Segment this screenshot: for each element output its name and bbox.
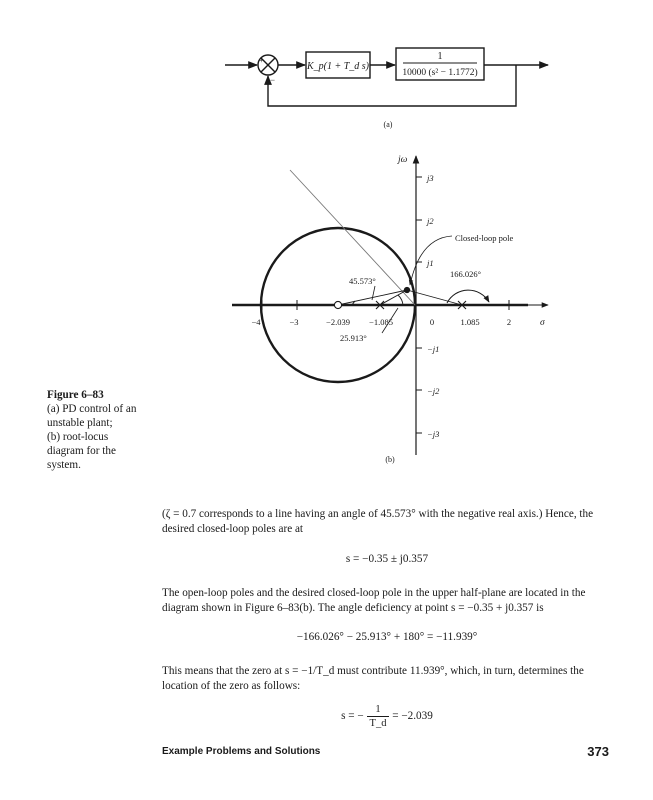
imag-tick-neg-j2: −j2 [427,386,440,396]
eq3-numerator: 1 [367,703,390,717]
equation-angle-deficiency: −166.026° − 25.913° + 180° = −11.939° [296,631,478,643]
imag-tick-j3: j3 [427,173,434,183]
open-loop-zero [334,301,341,308]
real-axis-label: σ [540,318,545,328]
imag-tick-neg-j3: −j3 [427,429,440,439]
angle-arc-pole [447,290,489,303]
angle-arc-zeta [398,295,403,305]
caption-line: (b) root-locus [47,431,109,443]
real-tick-minus-4: −4 [251,317,261,327]
eq3-denominator: T_d [369,718,387,729]
real-tick-minus-3: −3 [289,317,299,327]
diagram-label-a: (a) [383,120,393,129]
real-tick-minus-1-085: −1.085 [369,317,393,327]
equation-zero-location [162,703,612,730]
angle-label-zeta: 45.573° [349,276,376,286]
zeta-label-leader [372,286,375,300]
root-locus-labels [251,155,545,464]
angle-label-pole: 166.026° [450,269,482,279]
real-tick-2: 2 [506,317,512,327]
caption-line: system. [47,459,81,471]
caption-line: (a) PD control of an [47,403,137,415]
body-paragraph-3: This means that the zero at s = −1/T_d must contribute 11.939°, which, in turn, determines the location of the zero as follows: [162,665,584,692]
body-paragraph-2: The open-loop poles and the desired closed-loop pole in the upper half-plane are located in the diagram shown in Figure 6–83(b). The angle deficiency at point s = −0.35 + j0.357 is [162,587,586,614]
root-locus-axes [232,156,548,455]
plant-denominator: 10000 (s² − 1.1772) [402,68,478,78]
caption-line: unstable plant; [47,417,113,429]
imag-tick-j2: j2 [427,216,434,226]
angle-label-zero: 25.913° [340,333,367,343]
imag-tick-j1: j1 [427,258,434,268]
closed-loop-pole [404,287,409,292]
diagram-label-b: (b) [385,455,395,464]
plant-numerator: 1 [437,51,443,62]
figure-number: Figure 6–83 [47,389,104,401]
real-tick-0: 0 [429,317,435,327]
imag-axis-label: jω [398,155,408,165]
page-number: 373 [587,744,609,759]
controller-label: K_p(1 + T_d s) [306,61,370,72]
equation-closed-loop-poles: s = −0.35 ± j0.357 [345,553,429,565]
eq3-fraction [367,703,390,730]
caption-line: diagram for the [47,445,116,457]
real-tick-1-085: 1.085 [460,317,480,327]
real-tick-minus-2-039: −2.039 [326,317,350,327]
body-paragraph-1: (ζ = 0.7 corresponds to a line having an angle of 45.573° with the negative real axis.) Hence, the desired closed-loop poles are at [162,508,594,535]
footer-section-title: Example Problems and Solutions [162,746,321,757]
sum-minus-sign: − [270,75,276,85]
imag-tick-neg-j1: −j1 [427,344,440,354]
figure-caption [47,388,157,472]
sum-plus-sign: + [259,56,264,65]
eq3-lhs: s = − [341,710,364,723]
closed-loop-pole-label: Closed-loop pole [455,233,514,243]
eq3-rhs: = −2.039 [392,710,433,723]
